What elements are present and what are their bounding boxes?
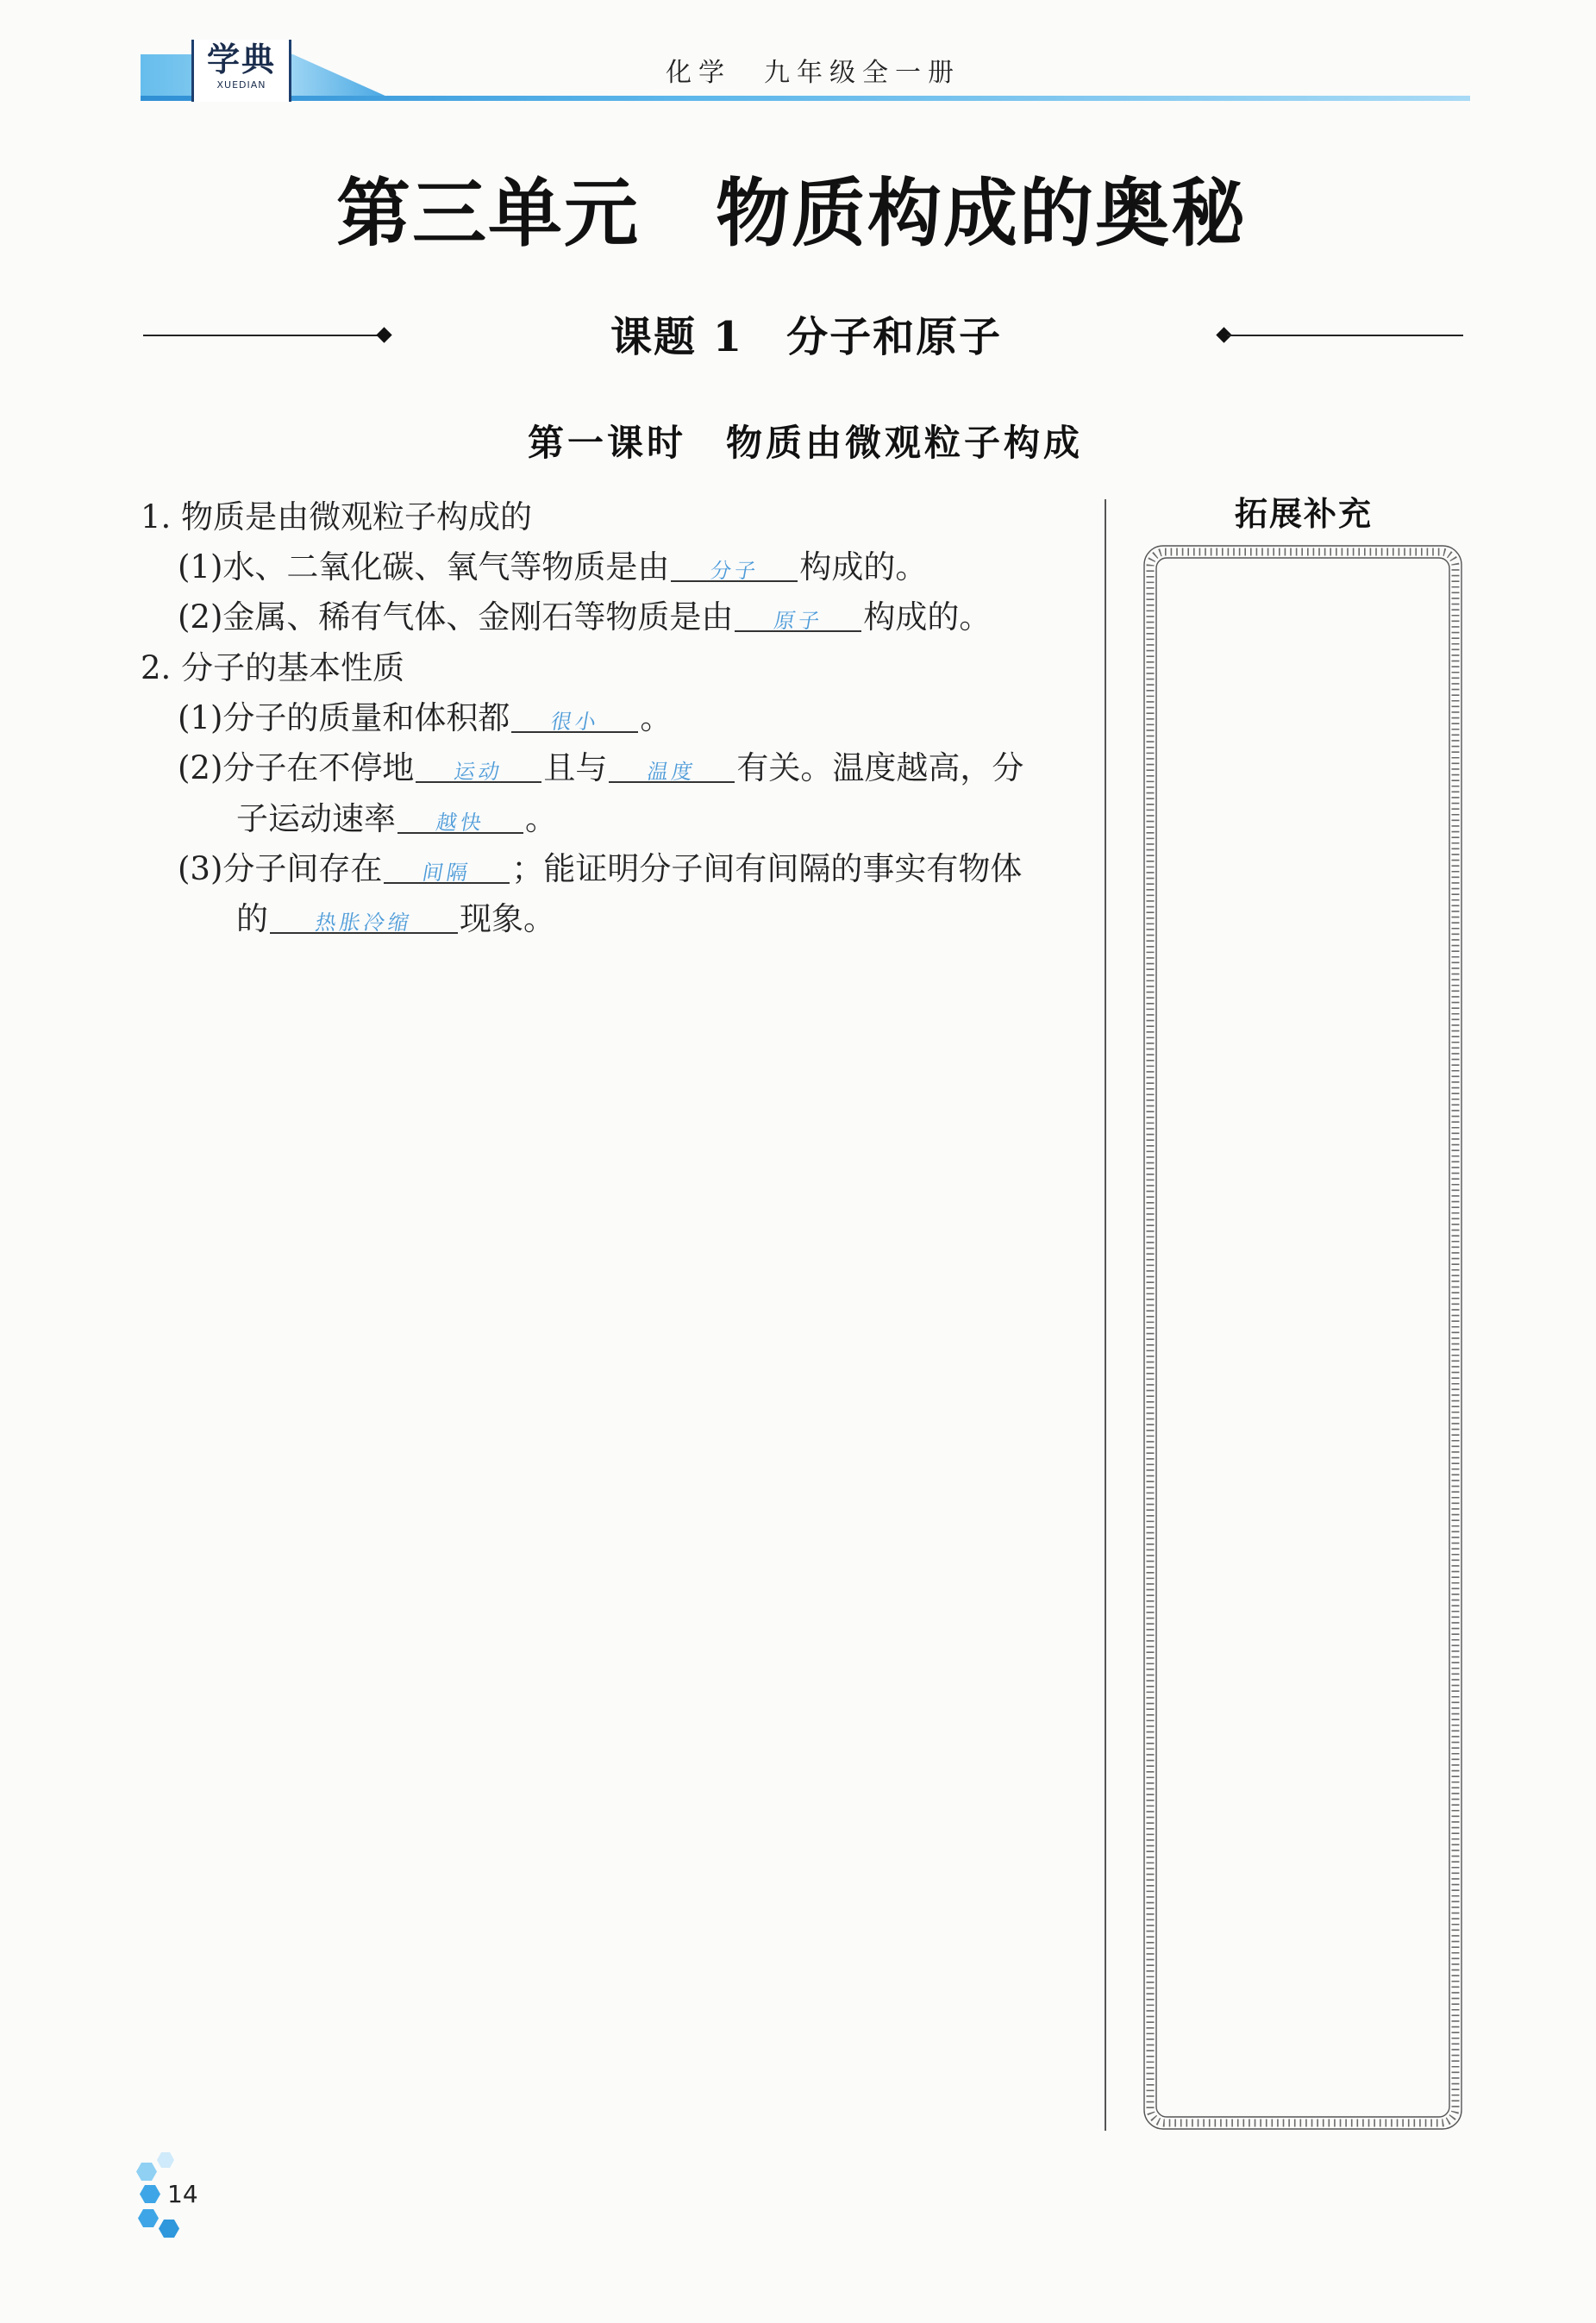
item-text: (2)分子在不停地 (178, 749, 415, 786)
unit-title: 第三单元 物质构成的奥秘 (336, 171, 1247, 257)
item-text: 。 (640, 699, 673, 736)
answer-text: 温度 (645, 760, 698, 784)
frame-inner-line (1156, 558, 1449, 2117)
item-text: 构成的。 (863, 598, 992, 636)
item-text: (2)金属、稀有气体、金刚石等物质是由 (178, 598, 734, 636)
answer-text: 运动 (452, 760, 505, 784)
answer-blank (735, 604, 861, 632)
answer-blank (384, 856, 510, 884)
item-text: (3)分子间存在 (178, 850, 383, 887)
frame-outer-line (1144, 546, 1461, 2129)
section-2-heading: 2. 分子的基本性质 (141, 649, 405, 686)
hexagon-decoration (159, 2220, 179, 2238)
lesson-title-left-rule (143, 335, 381, 336)
answer-blank (397, 806, 523, 834)
page-number: 14 (167, 2180, 198, 2208)
item-text: (1)水、二氧化碳、氧气等物质是由 (178, 548, 670, 585)
hexagon-decoration (136, 2163, 157, 2181)
answer-text: 原子 (772, 609, 825, 633)
lesson-title: 课题 1 分子和原子 (610, 313, 1003, 361)
hexagon-decoration (140, 2185, 160, 2203)
answer-blank (671, 554, 798, 582)
item-text: 子运动速率 (236, 800, 396, 837)
item-text: 且与 (543, 749, 608, 786)
diamond-ornament-left (376, 327, 391, 342)
book-title: 化学 九年级全一册 (666, 58, 961, 88)
item-2-2-line-1 (178, 743, 1023, 793)
hexagon-decoration (138, 2209, 159, 2227)
section-1-heading: 1. 物质是由微观粒子构成的 (141, 498, 533, 535)
header-rule (141, 96, 1470, 101)
lesson-title-right-rule (1227, 335, 1463, 336)
sidebar-title: 拓展补充 (1235, 495, 1374, 533)
item-2-1 (178, 693, 672, 743)
item-1-1 (178, 542, 927, 592)
answer-blank (609, 755, 735, 783)
item-1-2 (178, 592, 991, 642)
publisher-logo (191, 40, 291, 102)
item-text: 的 (236, 900, 268, 937)
answer-blank (511, 705, 638, 733)
answer-blank (416, 755, 541, 783)
answer-text: 分子 (708, 559, 761, 583)
item-text: (1)分子的质量和体积都 (178, 699, 510, 736)
logo-english: XUEDIAN (216, 79, 266, 91)
answer-blank (270, 906, 458, 934)
item-2-3-line-1 (178, 844, 1022, 894)
column-divider (1105, 499, 1106, 2131)
answer-text: 很小 (548, 710, 602, 734)
answer-text: 间隔 (420, 861, 473, 885)
ornamental-note-frame (1142, 544, 1463, 2131)
answer-text: 越快 (434, 811, 487, 835)
logo-chinese: 学典 (206, 41, 276, 78)
period-title: 第一课时 物质由微观粒子构成 (528, 422, 1084, 464)
item-text: 。 (525, 800, 557, 837)
hexagon-decoration (157, 2152, 174, 2168)
item-text: 有关。温度越高，分 (736, 749, 1024, 786)
item-text: ；能证明分子间有间隔的事实有物体 (511, 850, 1023, 887)
item-2-2-line-2 (236, 794, 557, 844)
item-2-3-line-2 (236, 894, 555, 944)
answer-text: 热胀冷缩 (313, 911, 415, 935)
item-text: 构成的。 (799, 548, 928, 585)
frame-pattern-band (1150, 552, 1455, 2123)
item-text: 现象。 (460, 900, 555, 937)
